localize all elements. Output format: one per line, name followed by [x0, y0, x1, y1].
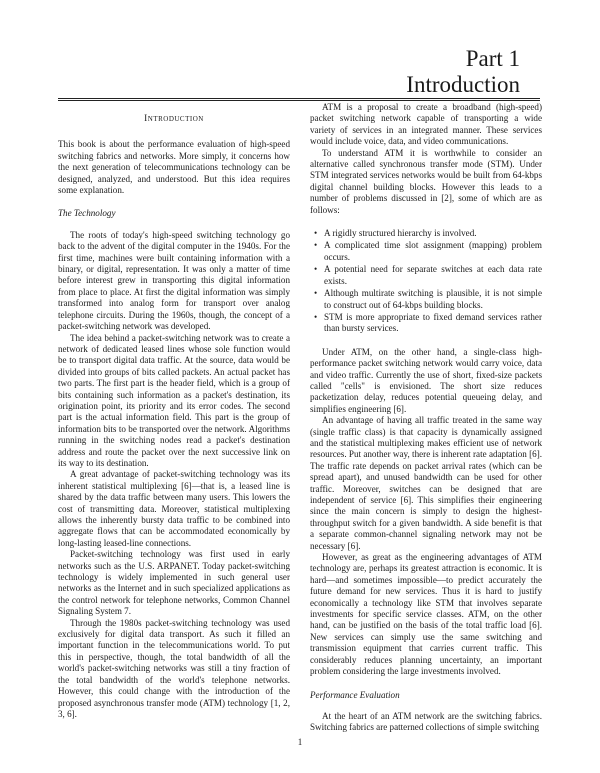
right-column	[310, 102, 542, 734]
left-column	[58, 102, 290, 720]
subsection-heading-technology: The Technology	[58, 208, 116, 219]
stm-problems-list	[310, 228, 542, 335]
intro-paragraph: This book is about the performance evaluation of high-speed switching fabrics and networks. More simply, it concerns how the next generation of telecommunications technology can be designed, analyzed, and understood. But this idea requires some explanation.	[58, 139, 290, 196]
part-title: Introduction	[406, 72, 520, 97]
paragraph: However, as great as the engineering advantages of ATM technology are, perhaps its greatest attraction is economic. It is hard—and sometimes impossible—to predict accurately the future demand for new services. Thus it is hard to justify economically a technology like STM that involves separate investments for specific service classes. ATM, on the other hand, can be justified on the basis of the total traffic load [6]. New services can simply use the same switching and transmission equipment that carries current traffic. This considerably reduces planning uncertainty, an important problem considering the large investments involved.	[310, 552, 542, 677]
list-item: • STM is more appropriate to fixed demand services rather than bursty services.	[324, 312, 542, 335]
paragraph: ATM is a proposal to create a broadband (high-speed) packet switching network capable of transporting a wide variety of services in an integrated manner. These services would include voice, data, and video communications.	[310, 102, 542, 147]
paragraph: At the heart of an ATM network are the switching fabrics. Switching fabrics are patterned collections of simple switching	[310, 710, 542, 733]
header-rule-bottom	[58, 100, 540, 101]
paragraph: The idea behind a packet-switching network was to create a network of dedicated leased lines whose sole function would be to transport digital data traffic. At the source, data would be divided into groups of bits called packets. An actual packet has two parts. The first part is the header field, which is a group of bits containing such information as a packet's destination, its origination point, its priority and its error codes. The second part is the actual information field. This part is the group of information bits to be transported over the network. Algorithms running in the switching nodes read a packet's destination address and route the packet over the next successive link on its way to its destination.	[58, 332, 290, 468]
list-item: • A rigidly structured hierarchy is involved.	[324, 228, 542, 239]
header-rule-top	[58, 98, 540, 99]
list-item: • A complicated time slot assignment (mapping) problem occurs.	[324, 240, 542, 263]
subsection-heading-performance-evaluation: Performance Evaluation	[310, 689, 400, 700]
paragraph: Packet-switching technology was first used in early networks such as the U.S. ARPANET. Today packet-switching technology is widely implemented in such general user networks as the Internet and in such specialized applications as the control network for telephone networks, Common Channel Signaling System 7.	[58, 549, 290, 617]
paragraph: Under ATM, on the other hand, a single-class high-performance packet switching network would carry voice, data and video traffic. Currently the use of short, fixed-size packets called "cells" is envisioned. The short size reduces packetization delay, reduces potential queueing delay, and simplifies engineering [6].	[310, 346, 542, 414]
paragraph: The roots of today's high-speed switching technology go back to the advent of the digital computer in the 1940s. For the first time, machines were built containing information with a binary, or digital, representation. It was only a matter of time before interest grew in transporting this digital information from place to place. At first the digital information was simply transformed into analog form for transport over analog telephone circuits. During the 1960s, though, the concept of a packet-switching network was developed.	[58, 229, 290, 332]
paragraph: An advantage of having all traffic treated in the same way (single traffic class) is that capacity is dynamically assigned and the statistical multiplexing makes efficient use of network resources. Put another way, there is inherent rate adaptation [6]. The traffic rate depends on packet arrival rates (which can be spread apart), and unused bandwidth can be used for other traffic. Moreover, switches can be designed that are independent of service [6]. This simplifies their engineering since the main concern is simply to design the highest-throughput switch for a given bandwidth. A side benefit is that a separate common-channel signaling network may not be necessary [6].	[310, 415, 542, 551]
paragraph: To understand ATM it is worthwhile to consider an alternative called synchronous transfer mode (STM). Under STM integrated services networks would be built from 64-kbps digital channel building blocks. However this leads to a number of problems discussed in [2], some of which are as follows:	[310, 147, 542, 215]
paragraph: Through the 1980s packet-switching technology was used exclusively for digital data transport. As such it filled an important function in the telecommunications world. To put this in perspective, though, the total bandwidth of all the world's packet-switching networks was still a tiny fraction of the total bandwidth of the world's telephone networks. However, this could change with the introduction of the proposed asynchronous transfer mode (ATM) technology [1, 2, 3, 6].	[58, 617, 290, 719]
list-item: • A potential need for separate switches at each data rate exists.	[324, 264, 542, 287]
list-item: • Although multirate switching is plausible, it is not simple to construct out of 64-kbps building blocks.	[324, 288, 542, 311]
part-number: Part 1	[465, 46, 520, 71]
section-heading-introduction: Introduction	[144, 114, 204, 124]
page-number: 1	[297, 737, 303, 747]
paragraph: A great advantage of packet-switching technology was its inherent statistical multiplexing [6]—that is, a leased line is shared by the data traffic between many users. This lowers the cost of transmitting data. Moreover, statistical multiplexing allows the inherently bursty data traffic to be combined into aggregate flows that can be accommodated economically by long-lasting leased-line connections.	[58, 469, 290, 548]
